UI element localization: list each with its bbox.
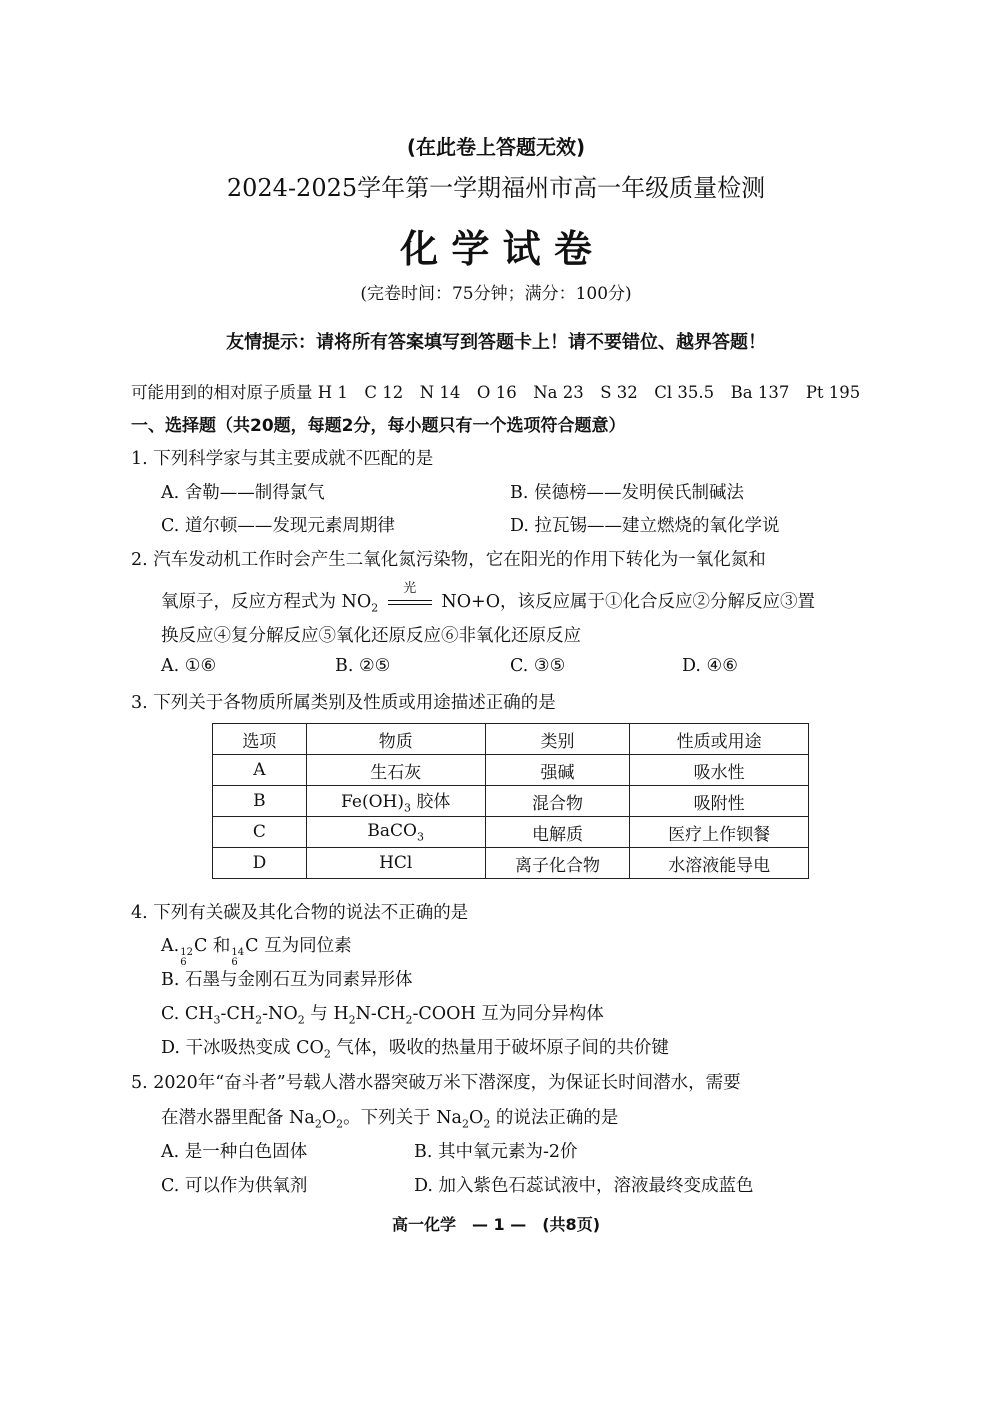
q1-option-d: D. 拉瓦锡——建立燃烧的氧化学说	[510, 516, 780, 536]
q4-option-b: B. 石墨与金刚石互为同素异形体	[161, 970, 413, 990]
q4-option-a: A. 12 6 C 和 14 6 C 互为同位素	[161, 936, 352, 968]
reminder: 友情提示：请将所有答案填写到答题卡上！请不要错位、越界答题！	[226, 332, 766, 353]
q1-option-a: A. 舍勒——制得氯气	[161, 483, 325, 503]
reaction-arrow: 光	[386, 591, 434, 615]
q1-option-b: B. 侯德榜——发明侯氏制碱法	[510, 483, 744, 503]
q3-table	[212, 723, 809, 879]
q2-option-d: D. ④⑥	[682, 656, 738, 676]
q2-option-c: C. ③⑤	[510, 656, 566, 676]
table-row	[213, 786, 809, 817]
page-footer: 高一化学 — 1 — (共8页)	[391, 1215, 601, 1234]
q2-stem-line2: 氧原子，反应方程式为 $NO_2$ 光 NO+O，该反应属于①化合反应②分解反应③置	[161, 580, 816, 615]
q2-stem-line3: 换反应④复分解反应⑤氧化还原反应⑥非氧化还原反应	[161, 626, 581, 646]
q5-option-b: B. 其中氧元素为-2价	[414, 1142, 578, 1162]
q5-option-c: C. 可以作为供氧剂	[161, 1176, 308, 1196]
table-cell: 离子化合物	[485, 848, 630, 879]
table-cell: C	[213, 817, 307, 848]
exam-title: 2024-2025学年第一学期福州市高一年级质量检测	[226, 174, 766, 202]
table-row	[213, 817, 809, 848]
table-header-row	[213, 724, 809, 755]
section-title: 一、选择题（共20题，每题2分，每小题只有一个选项符合题意）	[131, 416, 626, 436]
table-header-cell: 类别	[485, 724, 630, 755]
page-title: 化 学 试 卷	[400, 226, 592, 271]
q3-stem: 3. 下列关于各物质所属类别及性质或用途描述正确的是	[131, 693, 556, 713]
table-header-cell: 选项	[213, 724, 307, 755]
q2-stem-line1: 2. 汽车发动机工作时会产生二氧化氮污染物，它在阳光的作用下转化为一氧化氮和	[131, 550, 766, 570]
table-cell: 电解质	[485, 817, 630, 848]
atomic-masses: 可能用到的相对原子质量 H 1 C 12 N 14 O 16 Na 23 S 32 Cl 35.5 Ba 137 Pt 195	[131, 383, 861, 402]
q1-option-c: C. 道尔顿——发现元素周期律	[161, 516, 395, 536]
table-cell: 吸水性	[630, 755, 809, 786]
q2-option-b: B. ②⑤	[335, 656, 391, 676]
q5-option-a: A. 是一种白色固体	[161, 1142, 308, 1162]
table-cell: A	[213, 755, 307, 786]
table-row	[213, 848, 809, 879]
table-cell: $Fe(OH)_3$ 胶体	[306, 786, 485, 817]
table-cell: B	[213, 786, 307, 817]
table-cell: 水溶液能导电	[630, 848, 809, 879]
table-cell: D	[213, 848, 307, 879]
table-header-cell: 物质	[306, 724, 485, 755]
table-cell: 生石灰	[306, 755, 485, 786]
table-cell: 吸附性	[630, 786, 809, 817]
q5-option-d: D. 加入紫色石蕊试液中，溶液最终变成蓝色	[414, 1176, 754, 1196]
q4-option-c: C. $CH_3-CH_2-NO_2$ 与 $H_2N-CH_2$-COOH 互为同分异构体	[161, 1004, 604, 1027]
table-row	[213, 755, 809, 786]
table-cell: 医疗上作钡餐	[630, 817, 809, 848]
table-cell: BaCO$_3$	[306, 817, 485, 848]
table-cell: 强碱	[485, 755, 630, 786]
q1-stem: 1. 下列科学家与其主要成就不匹配的是	[131, 449, 434, 469]
table-cell: 混合物	[485, 786, 630, 817]
q5-stem-line2: 在潜水器里配备 $Na_2O_2$。下列关于 $Na_2O_2$ 的说法正确的是	[161, 1108, 619, 1131]
table-cell: HCl	[306, 848, 485, 879]
q2-option-a: A. ①⑥	[161, 656, 217, 676]
q4-stem: 4. 下列有关碳及其化合物的说法不正确的是	[131, 903, 469, 923]
table-header-cell: 性质或用途	[630, 724, 809, 755]
invalid-note: (在此卷上答题无效)	[406, 135, 586, 159]
time-info: (完卷时间：75分钟；满分：100分)	[360, 284, 632, 304]
q4-option-d: D. 干冰吸热变成 $CO_2$ 气体，吸收的热量用于破坏原子间的共价键	[161, 1038, 669, 1061]
q5-stem-line1: 5. 2020年“奋斗者”号载人潜水器突破万米下潜深度，为保证长时间潜水，需要	[131, 1073, 741, 1093]
